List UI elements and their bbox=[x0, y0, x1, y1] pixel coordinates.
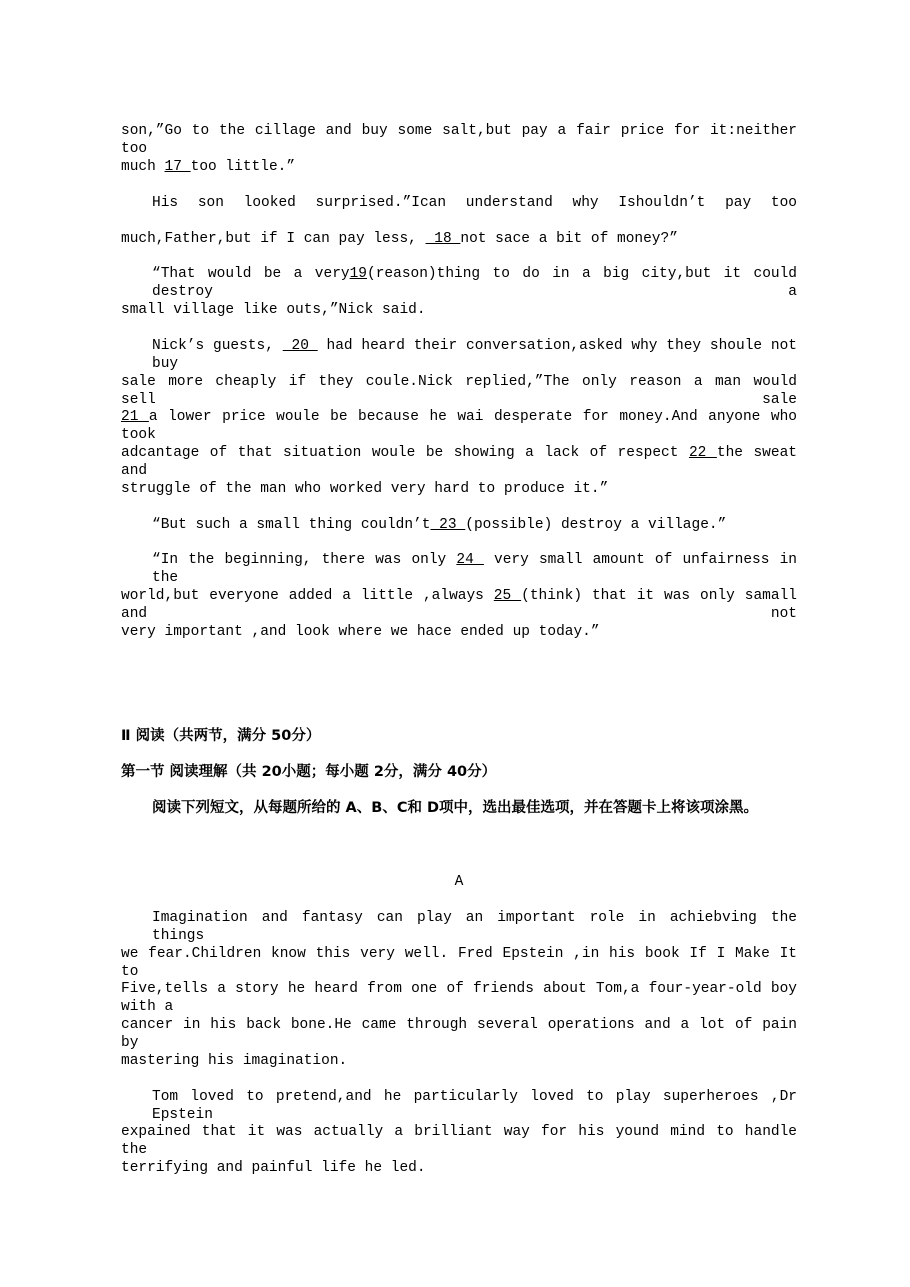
text-segment: expained that it was actually a brilliant way for his yound mind to handle the bbox=[121, 1124, 806, 1158]
section-subheading: 第一节 阅读理解（共 20小题；每小题 2分，满分 40分） bbox=[121, 764, 497, 780]
text-segment: much bbox=[121, 159, 165, 175]
text-line bbox=[152, 337, 806, 373]
text-line bbox=[121, 1016, 806, 1052]
blank-number: 24 bbox=[456, 552, 484, 568]
text-segment: very small amount of unfairness in the bbox=[152, 552, 806, 586]
text-line bbox=[121, 1159, 797, 1177]
text-segment: very important ,and look where we hace ended up today.” bbox=[121, 624, 600, 640]
text-line bbox=[121, 980, 806, 1016]
text-segment: world,but everyone added a little ,always bbox=[121, 588, 494, 604]
blank-number: 25 bbox=[493, 588, 522, 604]
text-segment: (possible) destroy a village.” bbox=[465, 517, 727, 533]
text-line bbox=[121, 373, 806, 409]
blank-number: 23 bbox=[430, 517, 466, 533]
text-line bbox=[152, 909, 806, 945]
text-segment: too little.” bbox=[190, 159, 296, 175]
text-line bbox=[121, 444, 806, 480]
text-segment: Nick’s guests, bbox=[152, 338, 283, 354]
text-segment: not sace a bit of money?” bbox=[460, 231, 678, 247]
text-segment: mastering his imagination. bbox=[121, 1053, 348, 1069]
text-segment: son,”Go to the cillage and buy some salt,but pay a fair price for it:neither too bbox=[121, 123, 806, 157]
text-segment: “That would be a very bbox=[152, 266, 350, 282]
text-segment: we fear.Children know this very well. Fred Epstein ,in his book If I Make It to bbox=[121, 946, 806, 980]
text-segment: (think) that it was only samall and not bbox=[121, 588, 806, 622]
text-line bbox=[152, 551, 806, 587]
section-instruction: 阅读下列短文，从每题所给的 A、B、C和 D项中，选出最佳选项，并在答题卡上将该项涂黑。 bbox=[152, 800, 759, 816]
text-line bbox=[152, 265, 806, 301]
blank-number: 18 bbox=[425, 231, 461, 247]
text-line bbox=[121, 408, 806, 444]
text-line bbox=[121, 480, 797, 498]
text-segment: small village like outs,”Nick said. bbox=[121, 302, 426, 318]
text-segment: cancer in his back bone.He came through several operations and a lot of pain by bbox=[121, 1017, 806, 1051]
text-line bbox=[121, 1052, 797, 1070]
text-segment: a lower price woule be because he wai desperate for money.And anyone who took bbox=[121, 409, 806, 443]
text-segment: adcantage of that situation woule be showing a lack of respect bbox=[121, 445, 689, 461]
text-segment: His son looked surprised.”Ican understand why Ishouldn’t pay too bbox=[152, 195, 797, 211]
passage-label: A bbox=[454, 874, 464, 890]
text-segment: had heard their conversation,asked why they shoule not buy bbox=[152, 338, 806, 372]
text-line bbox=[121, 230, 797, 248]
text-segment: Tom loved to pretend,and he particularly loved to play superheroes ,Dr Epstein bbox=[152, 1089, 806, 1123]
text-line bbox=[121, 1123, 806, 1159]
text-segment: “In the beginning, there was only bbox=[152, 552, 457, 568]
text-line bbox=[152, 1088, 806, 1124]
text-segment: sale more cheaply if they coule.Nick replied,”The only reason a man would sell sale bbox=[121, 374, 806, 408]
text-segment: Five,tells a story he heard from one of friends about Tom,a four-year-old boy with a bbox=[121, 981, 806, 1015]
text-line bbox=[121, 122, 806, 158]
text-line bbox=[121, 158, 797, 176]
text-segment: much,Father,but if I can pay less, bbox=[121, 231, 426, 247]
text-segment: struggle of the man who worked very hard to produce it.” bbox=[121, 481, 609, 497]
text-line bbox=[152, 516, 797, 534]
blank-number: 22 bbox=[688, 445, 717, 461]
text-line bbox=[121, 945, 806, 981]
text-segment: Imagination and fantasy can play an important role in achiebving the things bbox=[152, 910, 806, 944]
text-segment: terrifying and painful life he led. bbox=[121, 1160, 426, 1176]
text-segment: the sweat and bbox=[121, 445, 806, 479]
blank-number: 19 bbox=[349, 266, 368, 282]
text-segment: “But such a small thing couldn’t bbox=[152, 517, 431, 533]
blank-number: 20 bbox=[282, 338, 318, 354]
text-line bbox=[121, 587, 806, 623]
text-line bbox=[121, 623, 797, 641]
blank-number: 17 bbox=[164, 159, 191, 175]
blank-number: 21 bbox=[121, 409, 149, 425]
text-line bbox=[121, 301, 797, 319]
text-segment: (reason)thing to do in a big city,but it could destroy a bbox=[152, 266, 806, 300]
text-line bbox=[152, 194, 797, 212]
section-heading: Ⅱ 阅读（共两节，满分 50分） bbox=[121, 728, 321, 744]
